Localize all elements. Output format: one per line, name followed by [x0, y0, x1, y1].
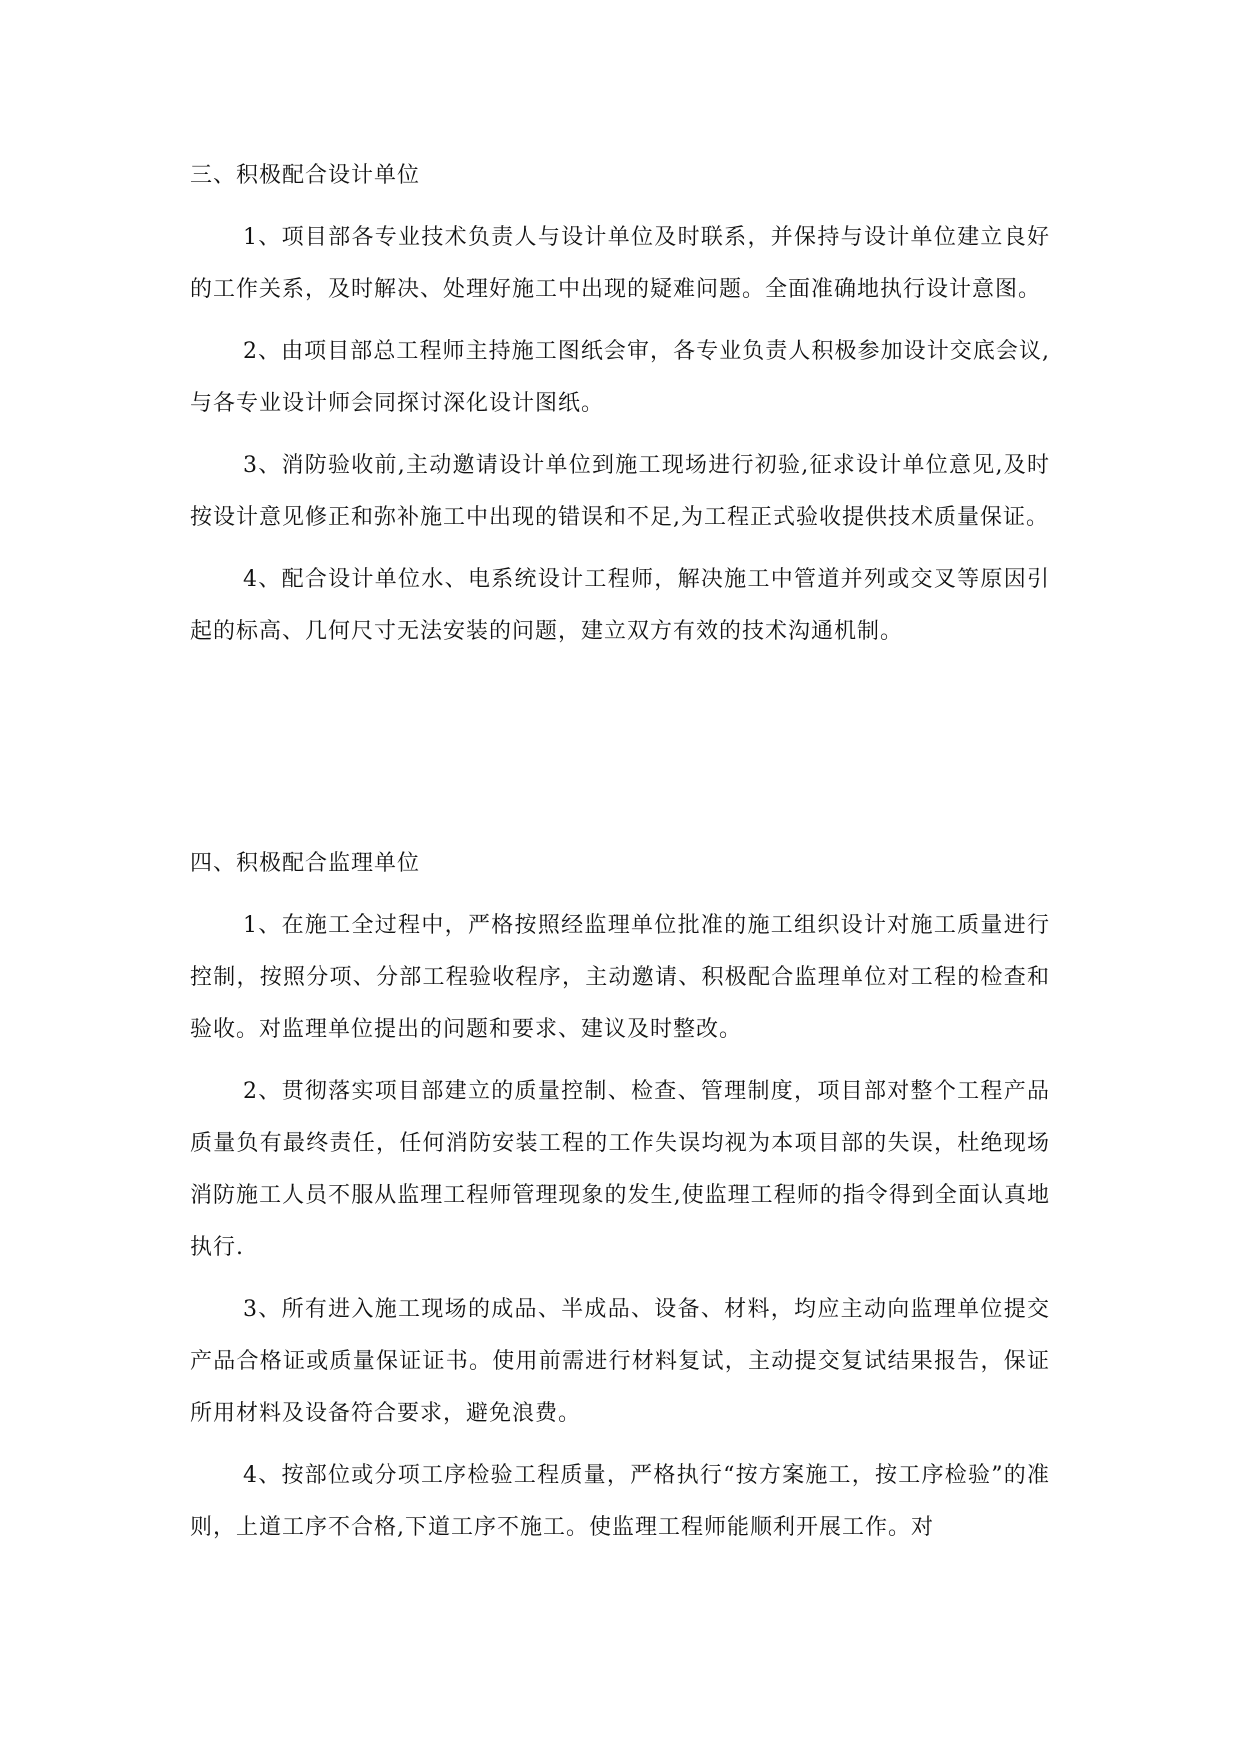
paragraph: 2、贯彻落实项目部建立的质量控制、检查、管理制度，项目部对整个工程产品质量负有最终责任，任何消防安装工程的工作失误均视为本项目部的失误，杜绝现场消防施工人员不服从监理工程师管理现象的发生,使监理工程师的指令得到全面认真地执行.: [190, 1079, 1050, 1260]
paragraph: 2、由项目部总工程师主持施工图纸会审，各专业负责人积极参加设计交底会议,与各专业设计师会同探讨深化设计图纸。: [190, 339, 1050, 416]
paragraph: 1、项目部各专业技术负责人与设计单位及时联系，并保持与设计单位建立良好的工作关系，及时解决、处理好施工中出现的疑难问题。全面准确地执行设计意图。: [190, 225, 1050, 302]
section-heading: 四、积极配合监理单位: [190, 851, 421, 876]
section-heading: 三、积极配合设计单位: [190, 163, 421, 188]
paragraph: 4、配合设计单位水、电系统设计工程师，解决施工中管道并列或交叉等原因引起的标高、几何尺寸无法安装的问题，建立双方有效的技术沟通机制。: [190, 567, 1050, 644]
paragraph: 3、所有进入施工现场的成品、半成品、设备、材料，均应主动向监理单位提交产品合格证或质量保证证书。使用前需进行材料复试，主动提交复试结果报告，保证所用材料及设备符合要求，避免浪费。: [190, 1297, 1050, 1426]
section-design-coordination: [190, 150, 1050, 668]
paragraph: 4、按部位或分项工序检验工程质量，严格执行“按方案施工，按工序检验”的准则，上道工序不合格,下道工序不施工。使监理工程师能顺利开展工作。对: [190, 1463, 1050, 1540]
paragraph: 1、在施工全过程中，严格按照经监理单位批准的施工组织设计对施工质量进行控制，按照分项、分部工程验收程序，主动邀请、积极配合监理单位对工程的检查和验收。对监理单位提出的问题和要求、建议及时整改。: [190, 913, 1050, 1042]
paragraph: 3、消防验收前,主动邀请设计单位到施工现场进行初验,征求设计单位意见,及时按设计意见修正和弥补施工中出现的错误和不足,为工程正式验收提供技术质量保证。: [190, 453, 1050, 530]
section-supervision-coordination: [190, 838, 1050, 1564]
